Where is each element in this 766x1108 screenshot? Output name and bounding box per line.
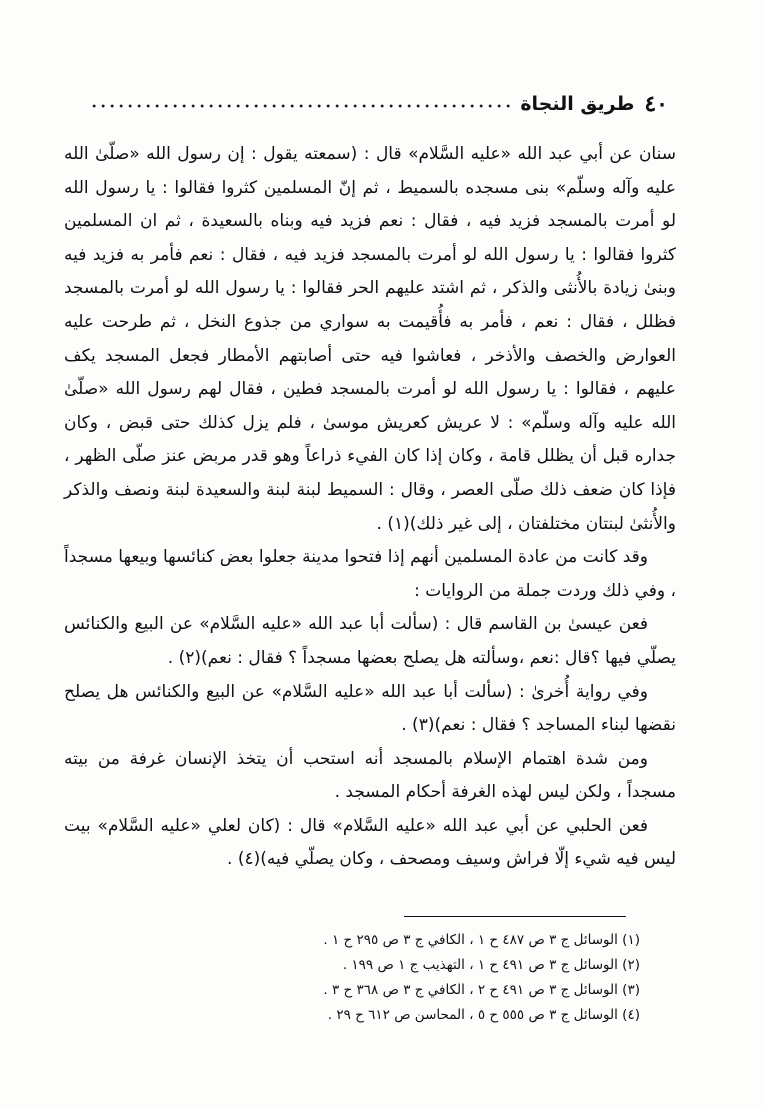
paragraph: ومن شدة اهتمام الإسلام بالمسجد أنه استحب أن يتخذ الإنسان غرفة من بيته مسجداً ، ولكن ليس لهذه الغرفة أحكام المسجد . bbox=[64, 748, 676, 803]
running-title: طريق النجاة bbox=[520, 93, 635, 115]
paragraph: فعن الحلبي عن أبي عبد الله «عليه السَّلام» قال : (كان لعلي «عليه السَّلام» بيت ليس فيه شيء إلّا فراش وسيف ومصحف ، وكان يصلّي فيه)(٤) . bbox=[64, 815, 676, 870]
page-header bbox=[88, 84, 668, 124]
dot-leader bbox=[88, 104, 514, 108]
footnote-separator bbox=[404, 916, 626, 917]
footnote: (٣) الوسائل ج ٣ ص ٤٩١ ح ٢ ، الكافي ج ٣ ص ٣٦٨ ح ٣ . bbox=[323, 982, 640, 998]
paragraph: وقد كانت من عادة المسلمين أنهم إذا فتحوا مدينة جعلوا بعض كنائسها وبيعها مسجداً ، وفي ذلك وردت جملة من الروايات : bbox=[64, 547, 676, 601]
footnote: (٤) الوسائل ج ٣ ص ٥٥٥ ح ٥ ، المحاسن ص ٦١٢ ح ٢٩ . bbox=[327, 1007, 640, 1023]
main-text bbox=[64, 138, 676, 877]
paragraph: فعن عيسىٰ بن القاسم قال : (سألت أبا عبد الله «عليه السَّلام» عن البيع والكنائس يصلّي فيها ؟قال :نعم ،وسألته هل يصلح بعضها مسجداً ؟ فقال : نعم)(٢) . bbox=[64, 614, 676, 668]
footnotes bbox=[200, 928, 640, 1028]
footnote: (٢) الوسائل ج ٣ ص ٤٩١ ح ١ ، التهذيب ج ١ ص ١٩٩ . bbox=[342, 957, 640, 973]
page-number: ٤٠ bbox=[644, 91, 668, 117]
footnote: (١) الوسائل ج ٣ ص ٤٨٧ ح ١ ، الكافي ج ٣ ص ٢٩٥ ح ١ . bbox=[323, 932, 640, 948]
paragraph: وفي رواية أُخرىٰ : (سألت أبا عبد الله «عليه السَّلام» عن البيع والكنائس هل يصلح نقضها لبناء المساجد ؟ فقال : نعم)(٣) . bbox=[64, 681, 676, 736]
paragraph: سنان عن أبي عبد الله «عليه السَّلام» قال : (سمعته يقول : إن رسول الله «صلّىٰ الله عليه وآله وسلّم» بنى مسجده بالسميط ، ثم إنّ المسلمين كثروا فقالوا : يا رسول الله لو أمرت بالمسجد فزيد فيه ، فقال : نعم فزيد فيه وبناه بالسعيدة ، ثم ان المسلمين كثروا فقالوا : يا رسول الله لو أمرت بالمسجد فزيد فيه ، فقال : نعم فأمر به فزيد فيه وبنىٰ زيادة بالأُنثى والذكر ، ثم اشتد عليهم الحر فقالوا : يا رسول الله لو أمرت بالمسجد فظلل ، فقال : نعم ، فأمر به فأُقيمت به سواري من جذوع النخل ، ثم طرحت عليه العوارض والخصف والأذخر ، فعاشوا فيه حتى أصابتهم الأمطار فجعل المسجد يكف عليهم ، فقالوا : يا رسول الله لو أمرت بالمسجد فطين ، فقال لهم رسول الله «صلّىٰ الله عليه وآله وسلّم» : لا عريش كعريش موسىٰ ، فلم يزل كذلك حتى قبض ، وكان جداره قبل أن يظلل قامة ، وكان إذا كان الفيء ذراعاً وهو قدر مربض عنز صلّى الظهر ، فإذا كان ضعف ذلك صلّى العصر ، وقال : السميط لبنة لبنة والسعيدة لبنة ونصف والذكر والأُنثىٰ لبنتان مختلفتان ، إلى غير ذلك)(١) . bbox=[64, 144, 676, 534]
